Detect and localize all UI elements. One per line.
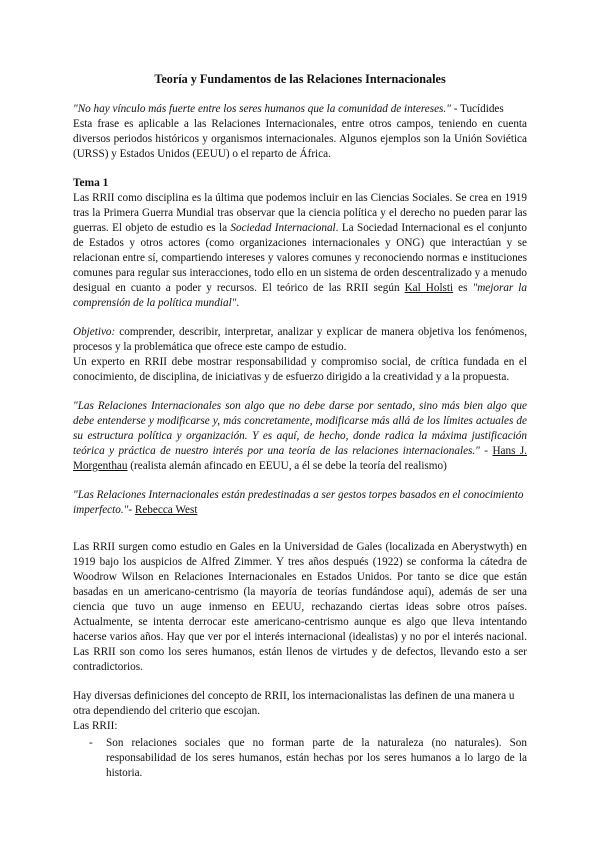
history-paragraph: Las RRII surgen como estudio en Gales en la Universidad de Gales (localizada en Aberystwyth) en 1919 bajo los auspicios de Alfred Zimmer. Y tres años después (1922) se conforma la cátedra de Woodrow Wilson en Relaciones Internacionales en Estados Unidos. Por tanto se dice que están basadas en un americano-centrismo (la mayoría de teorías fundándose aquí), además de ser una ciencia que tuvo un auge inmenso en EEUU, rechazando ciertas ideas sobre otros países. Actualmente, se intenta derrocar este americano-centrismo aunque es algo que lleva intentando hacerse varios años. Hay que ver por el interés internacional (idealistas) y no por el interés nacional. Las RRII son como los seres humanos, están llenos de virtudes y de defectos, llevando esto a ser contradictorios. — [73, 541, 527, 673]
epigraph — [73, 102, 527, 117]
list-item-text: Son relaciones sociales que no forman parte de la naturaleza (no naturales). Son responsabilidad de los seres humanos, están hechas por los seres humanos a lo largo de la historia. — [106, 737, 527, 779]
person-morgenthau: Hans J. Morgenthau — [73, 445, 527, 472]
intro-paragraph: Esta frase es aplicable a las Relaciones Internacionales, entre otros campos, teniendo en cuenta diversos periodos históricos y organismos internacionales. Algunos ejemplos son la Unión Soviética (URSS) y Estados Unidos (EEUU) o el reparto de África. — [73, 118, 527, 160]
person-rebecca-west: Rebecca West — [134, 504, 198, 516]
definition-paragraph: Las RRII como disciplina es la última que podemos incluir en las Ciencias Sociales. Se crea en 1919 tras la Primera Guerra Mundial tras observar que la ciencia política y el derecho no pueden parar las guerras. El objeto de estudio es la Sociedad Internacional. La Sociedad Internacional es el conjunto de Estados y otros actores (como organizaciones internacionales y ONG) que interactúan y se relacionan entre sí, compartiendo intereses y valores comunes y reconociendo normas e instituciones comunes para regular sus interacciones, todo ello en un sistema de orden descentralizado y a menudo desigual en cuanto a poder y recursos. El teórico de las RRII según Kal Holsti es "mejorar la comprensión de la política mundial". — [73, 192, 527, 309]
expert-paragraph: Un experto en RRII debe mostrar responsabilidad y compromiso social, de crítica fundada en el conocimiento, de disciplina, de iniciativas y de esfuerzo dirigido a la creatividad y a la propuesta. — [73, 356, 527, 383]
morgenthau-quote: "Las Relaciones Internacionales son algo que no debe darse por sentado, sino más bien algo que debe entenderse y modificarse y, más concretamente, modificarse más allá de los límites actuales de su estructura política y organización. Y es aquí, de hecho, donde radica la máxima justificación teórica y práctica de nuestro interés por una teoría de las relaciones internacionales." — [73, 400, 527, 457]
objective-paragraph: Objetivo: comprender, describir, interpretar, analizar y explicar de manera objetiva los fenómenos, procesos y la problemática que ofrece este campo de estudio. — [73, 326, 527, 353]
list-intro: Las RRII: — [73, 720, 118, 732]
term-sociedad-internacional: Sociedad Internacional — [230, 222, 336, 234]
holsti-quote: "mejorar la comprensión de la política mundial" — [73, 282, 527, 309]
epigraph-author: - Tucídides — [453, 103, 504, 115]
west-quote-paragraph: "Las Relaciones Internacionales están predestinadas a ser gestos torpes basados en el conocimiento imperfecto."- Rebecca West — [73, 489, 524, 516]
list-bullet: - — [89, 737, 93, 749]
morgenthau-quote-paragraph: "Las Relaciones Internacionales son algo que no debe darse por sentado, sino más bien algo que debe entenderse y modificarse y, más concretamente, modificarse más allá de los límites actuales de su estructura política y organización. Y es aquí, de hecho, donde radica la máxima justificación teórica y práctica de nuestro interés por una teoría de las relaciones internacionales." - Hans J. Morgenthau (realista alemán afincado en EEUU, a él se debe la teoría del realismo) — [73, 400, 527, 472]
definitions-paragraph: Hay diversas definiciones del concepto de RRII, los internacionalistas las definen de una manera u otra dependiendo del criterio que escojan. — [73, 690, 515, 717]
document-title: Teoría y Fundamentos de las Relaciones Internacionales — [154, 72, 446, 86]
objective-label: Objetivo: — [73, 326, 116, 338]
epigraph-quote: "No hay vínculo más fuerte entre los seres humanos que la comunidad de intereses." — [73, 103, 451, 115]
section-heading: Tema 1 — [73, 177, 109, 189]
list-item — [73, 736, 527, 781]
person-kal-holsti: Kal Holsti — [404, 282, 454, 294]
west-quote: "Las Relaciones Internacionales están predestinadas a ser gestos torpes basados en el conocimiento imperfecto." — [73, 489, 524, 516]
